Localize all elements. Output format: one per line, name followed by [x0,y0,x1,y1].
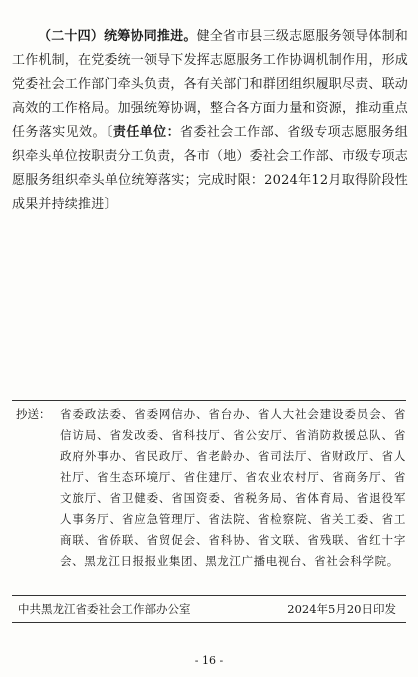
responsibility-close-bracket: 〕 [104,197,118,212]
responsibility-open-bracket: 〔 [105,125,113,140]
responsibility-text: 省委社会工作部、省级专项志愿服务组织牵头单位按职责分工负责，各市（地）委社会工作部、市级专项志愿服务组织牵头单位统筹落实；完成时限：2024年12月取得阶段性成果并持续推进 [12,125,409,212]
issue-date: 2024年5月20日印发 [287,602,396,616]
section-heading: （二十四）统筹协同推进。 [38,29,197,44]
issuer-bottom-rule [12,622,406,623]
cc-top-rule [12,400,406,401]
cc-list: 省委政法委、省委网信办、省台办、省人大社会建设委员会、省信访局、省发改委、省科技厅、省公安厅、省消防救援总队、省政府外事办、省民政厅、省老龄办、省司法厅、省财政厅、省人社厅、省生态环境厅、省住建厅、省农业农村厅、省商务厅、省文旅厅、省卫健委、省国资委、省税务局、省体育局、省退役军人事务厅、省应急管理厅、省法院、省检察院、省关工委、省工商联、省侨联、省贸促会、省科协、省文联、省残联、省红十字会、黑龙江日报报业集团、黑龙江广播电视台、省社会科学院。 [60,407,406,568]
issuer-top-rule [12,595,406,596]
page-number: - 16 - [194,654,224,667]
cc-block [12,404,406,572]
issuer-organization: 中共黑龙江省委社会工作部办公室 [18,602,191,616]
cc-label: 抄送： [16,407,51,421]
section-paragraph [12,25,408,217]
responsibility-label: 责任单位： [112,125,181,140]
section-body: 健全省市县三级志愿服务领导体制和工作机制，在党委统一领导下发挥志愿服务工作协调机制作用，形成党委社会工作部门牵头负责，各有关部门和群团组织履职尽责、联动高效的工作格局。加强统筹协调，整合各方面力量和资源，推动重点任务落实见效。 [12,29,409,140]
